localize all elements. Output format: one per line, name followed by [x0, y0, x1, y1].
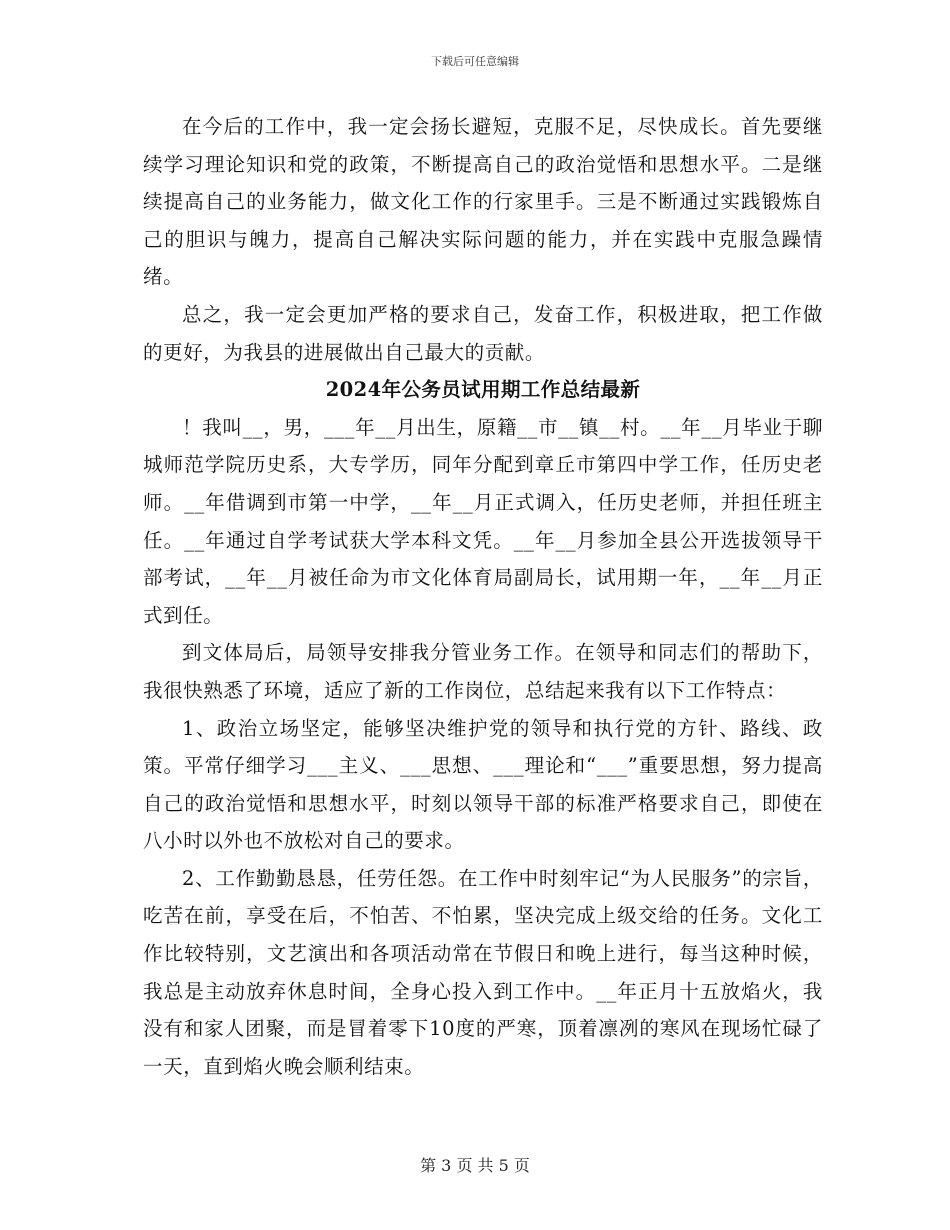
page-header: 下载后可任意编辑	[431, 55, 519, 68]
paragraph-point-2: 2、工作勤勤恳恳，任劳任怨。在工作中时刻牢记“为人民服务”的宗旨，吃苦在前，享受在后，不怕苦、不怕累，坚决完成上级交给的任务。文化工作比较特别，文艺演出和各项活动常在节假日和晚上进行，每当这种时候，我总是主动放弃休息时间，全身心投入到工作中。__年正月十五放焰火，我没有和家人团聚，而是冒着零下10度的严寒，顶着凛冽的寒风在现场忙碌了一天，直到焰火晚会顺利结束。	[143, 866, 823, 1078]
paragraph-improvement-plan: 在今后的工作中，我一定会扬长避短，克服不足，尽快成长。首先要继续学习理论知识和党的政策，不断提高自己的政治觉悟和思想水平。二是继续提高自己的业务能力，做文化工作的行家里手。三是不断通过实践锻炼自己的胆识与魄力，提高自己解决实际问题的能力，并在实践中克服急躁情绪。	[143, 115, 823, 289]
paragraph-work-intro: 到文体局后，局领导安排我分管业务工作。在领导和同志们的帮助下，我很快熟悉了环境，适应了新的工作岗位，总结起来我有以下工作特点：	[143, 641, 823, 702]
paragraph-point-1: 1、政治立场坚定，能够坚决维护党的领导和执行党的方针、路线、政策。平常仔细学习___主义、___思想、___理论和“___”重要思想，努力提高自己的政治觉悟和思想水平，时刻以领导干部的标准严格要求自己，即使在八小时以外也不放松对自己的要求。	[143, 716, 823, 853]
page-footer: 第 3 页 共 5 页	[420, 1156, 530, 1175]
document-body	[143, 108, 823, 1085]
section-title: 2024年公务员试用期工作总结最新	[325, 378, 641, 402]
paragraph-personal-background: ！我叫__，男，___年__月出生，原籍__市__镇__村。__年__月毕业于聊城师范学院历史系，大专学历，同年分配到章丘市第四中学工作，任历史老师。__年借调到市第一中学，__年__月正式调入，任历史老师，并担任班主任。__年通过自学考试获大学本科文凭。__年__月参加全县公开选拔领导干部考试，__年__月被任命为市文化体育局副局长，试用期一年，__年__月正式到任。	[143, 415, 823, 627]
paragraph-conclusion: 总之，我一定会更加严格的要求自己，发奋工作，积极进取，把工作做的更好，为我县的进展做出自己最大的贡献。	[143, 302, 823, 364]
